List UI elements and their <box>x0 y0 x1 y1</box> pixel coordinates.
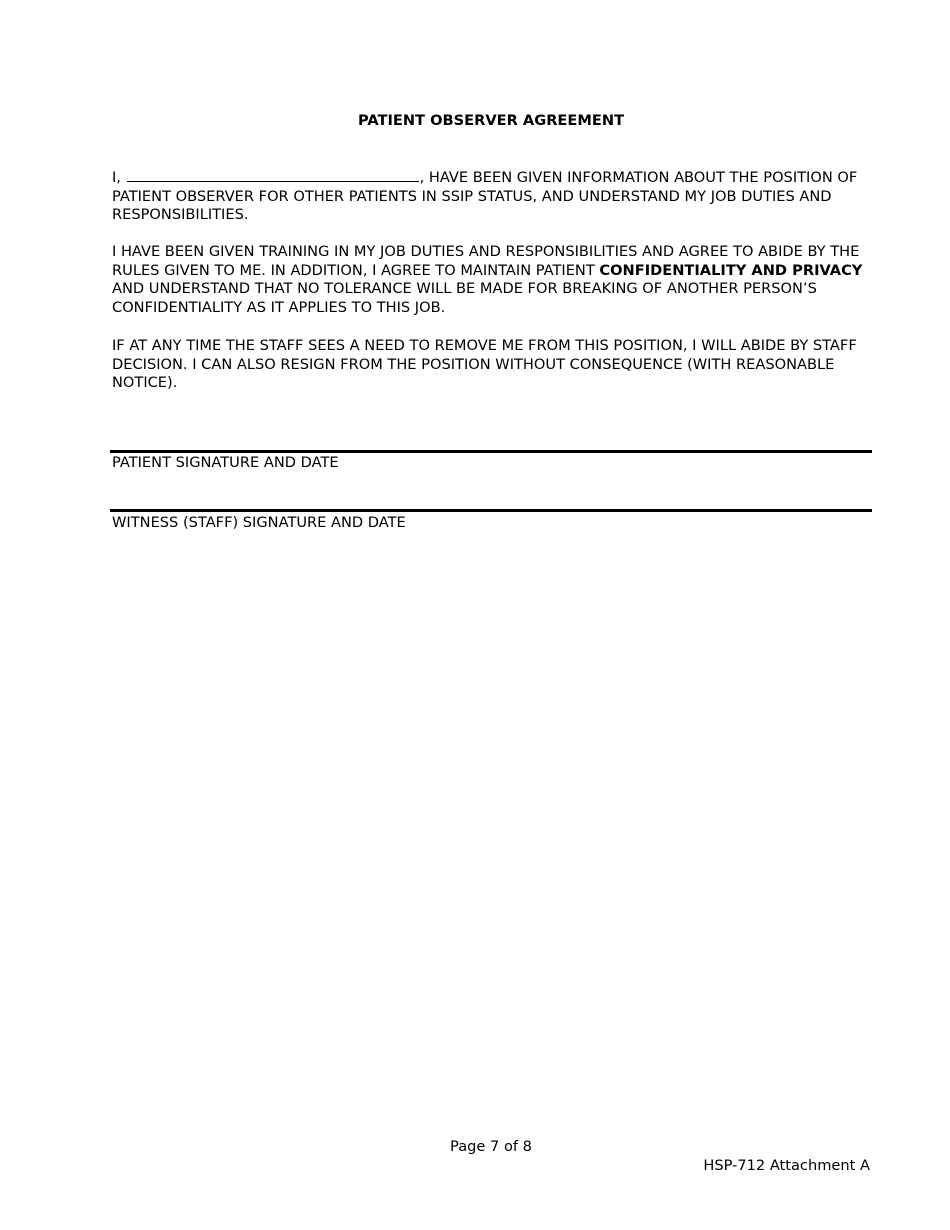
confidentiality-emphasis: CONFIDENTIALITY AND PRIVACY <box>599 261 863 279</box>
intro-text: , HAVE BEEN GIVEN INFORMATION ABOUT THE POSITION OF PATIENT OBSERVER FOR OTHER PATIENTS IN SSIP STATUS, AND UNDERSTAND MY JOB DUTIES AND RESPONSIBILITIES. <box>112 169 858 224</box>
witness-signature-label: WITNESS (STAFF) SIGNATURE AND DATE <box>112 514 406 531</box>
page-title: PATIENT OBSERVER AGREEMENT <box>357 112 625 129</box>
training-text-end: AND UNDERSTAND THAT NO TOLERANCE WILL BE MADE FOR BREAKING OF ANOTHER PERSON’S CONFIDENTIALITY AS IT APPLIES TO THIS JOB. <box>112 280 817 317</box>
agreement-paragraph-removal: IF AT ANY TIME THE STAFF SEES A NEED TO REMOVE ME FROM THIS POSITION, I WILL ABIDE BY STAFF DECISION. I CAN ALSO RESIGN FROM THE POSITION WITHOUT CONSEQUENCE (WITH REASONABLE NOTICE). <box>112 337 857 392</box>
agreement-paragraph-intro <box>112 168 872 225</box>
patient-signature-line <box>110 450 872 453</box>
intro-prefix: I, <box>112 169 121 186</box>
agreement-paragraph-training <box>112 243 872 318</box>
document-id: HSP-712 Attachment A <box>703 1157 870 1174</box>
training-text-start: I HAVE BEEN GIVEN TRAINING IN MY JOB DUTIES AND RESPONSIBILITIES AND AGREE TO ABIDE BY THE RULES GIVEN TO ME. IN ADDITION, I AGREE TO MAINTAIN PATIENT <box>112 243 860 279</box>
name-blank-line <box>127 168 419 182</box>
patient-signature-label: PATIENT SIGNATURE AND DATE <box>112 454 339 471</box>
witness-signature-line <box>110 509 872 512</box>
page-number: Page 7 of 8 <box>450 1138 532 1155</box>
